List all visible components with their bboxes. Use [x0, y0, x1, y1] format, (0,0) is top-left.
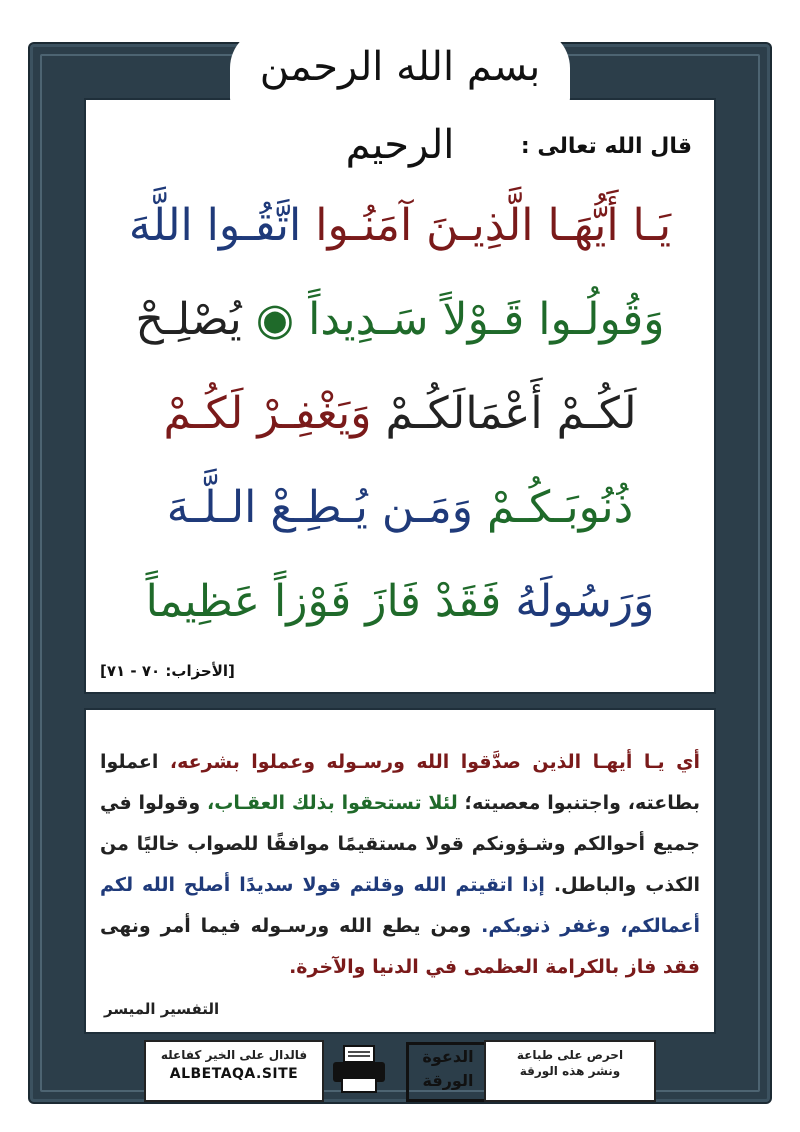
footer: [144, 1040, 656, 1100]
verse-segment: فَقَدْ فَازَ فَوْزاً عَظِيماً: [145, 576, 502, 627]
footer-proverb: فالدال على الخير كفاعله: [160, 1048, 308, 1062]
verse-segment: اتَّقُـوا اللَّهَ: [128, 200, 302, 251]
footer-print-line2: ونشر هذه الورقة: [519, 1064, 621, 1078]
verse-segment: ◉: [241, 294, 295, 345]
verse-segment: يَـا أَيُّهَـا الَّذِيـنَ آمَنُـوا: [301, 200, 672, 251]
verse-segment: وَرَسُولَهُ: [501, 576, 655, 627]
tafsir-segment: أي يـا أيهـا الذين صدَّقوا الله ورسـوله وعملوا بشرعه،: [158, 751, 700, 773]
verse-segment: لَكُـمْ أَعْمَالَكُـمْ: [371, 388, 637, 439]
footer-print-line1: احرص على طباعة: [516, 1048, 624, 1062]
dawah-logo: الدعوة الورقة: [406, 1042, 490, 1102]
tafsir-text: [100, 742, 700, 988]
basmala-calligraphy: بسم الله الرحمن الرحيم: [230, 28, 570, 106]
footer-print-box: [484, 1040, 656, 1102]
verse-segment: ذُنُوبَـكُـمْ: [473, 482, 634, 533]
verse-line: [100, 572, 700, 632]
footer-site-box: [144, 1040, 324, 1102]
verse-line: [100, 384, 700, 444]
tafsir-segment: إذا اتقيتم الله وقلتم قولا سديدًا أصلح الله لكم أعمالكم، وغفر ذنوبكم.: [100, 874, 701, 937]
verse-segment: وَمَـن يُـطِـعْ الـلَّـهَ: [166, 482, 474, 533]
tafsir-source: التفسير الميسر: [104, 1000, 220, 1018]
verse-line: [100, 290, 700, 350]
intro-heading: قال الله تعالى :: [520, 134, 692, 159]
tafsir-segment: فقد فاز بالكرامة العظمى في الدنيا والآخرة.: [289, 956, 700, 978]
verse-segment: وَقُولُـوا قَـوْلاً سَـدِيداً: [294, 294, 665, 345]
site-link[interactable]: ALBETAQA.SITE: [169, 1066, 299, 1082]
printer-icon: [330, 1044, 388, 1094]
verse-segment: يُصْلِـحْ: [135, 294, 242, 345]
verse-segment: وَيَغْفِـرْ لَكُـمْ: [163, 388, 372, 439]
tafsir-segment: لئلا تستحقوا بذلك العقـاب،: [200, 792, 458, 814]
tafsir-segment: اعملوا بطاعته، واجتنبوا معصيته؛: [100, 751, 700, 814]
verse-line: [100, 478, 700, 538]
tafsir-segment: ومن يطع الله ورسـوله فيما أمر ونهى: [100, 915, 472, 937]
verse-line: [100, 196, 700, 256]
tafsir-segment: وقولوا في جميع أحوالكم وشـؤونكم قولا مستقيمًا موافقًا للصواب خاليًا من الكذب والباطل.: [100, 792, 700, 896]
verse-reference: [الأحزاب: ٧٠ - ٧١]: [100, 662, 235, 680]
